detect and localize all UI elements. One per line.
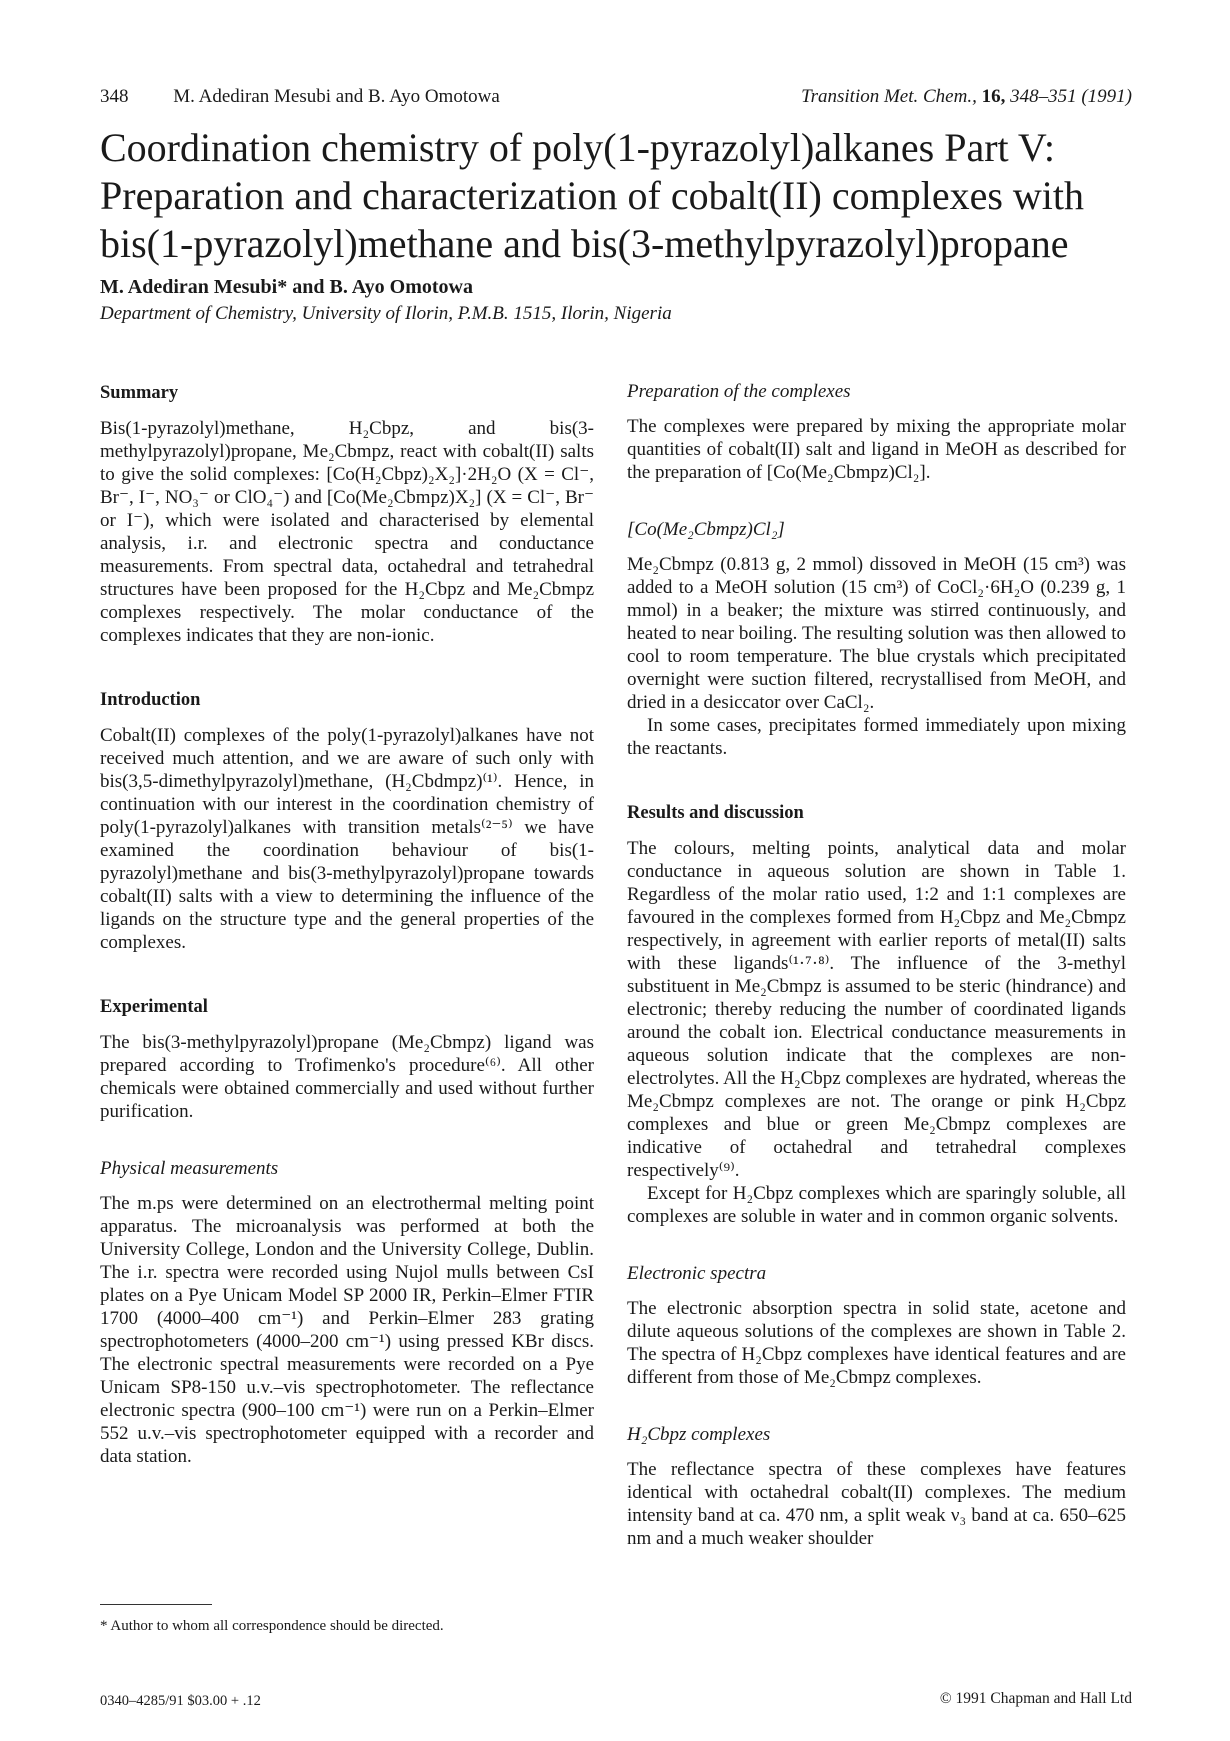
summary-heading: Summary bbox=[100, 383, 179, 403]
author-list: M. Adediran Mesubi* and B. Ayo Omotowa bbox=[100, 276, 473, 298]
experimental-heading: Experimental bbox=[100, 997, 208, 1017]
paper-title: Coordination chemistry of poly(1-pyrazolyl)alkanes Part V: Preparation and characterization of cobalt(II) complexes with bis(1-pyrazolyl)methane and bis(3-methylpyrazolyl)propane bbox=[100, 125, 1085, 266]
running-header-right bbox=[801, 86, 1132, 108]
results-text-2: Except for H₂Cbpz complexes which are sparingly soluble, all complexes are soluble in water and in common organic solvents. bbox=[627, 1183, 1126, 1227]
h2cbpz-text: The reflectance spectra of these complexes have features identical with octahedral cobalt(II) complexes. The medium intensity band at ca. 470 nm, a split weak ν₃ band at ca. 650–625 nm and a much weaker shoulder bbox=[627, 1459, 1126, 1549]
right-column bbox=[627, 380, 1126, 1550]
copyright: © 1991 Chapman and Hall Ltd bbox=[939, 1690, 1132, 1707]
journal-pages-year: 348–351 (1991) bbox=[1010, 86, 1132, 107]
journal-name: Transition Met. Chem., bbox=[801, 86, 977, 107]
footnote-rule bbox=[100, 1604, 212, 1605]
experimental-text: The bis(3-methylpyrazolyl)propane (Me₂Cbmpz) ligand was prepared according to Trofimenko's procedure⁽⁶⁾. All other chemicals were obtained commercially and used without further purification. bbox=[100, 1032, 594, 1122]
preparation-heading: Preparation of the complexes bbox=[627, 381, 851, 402]
physical-measurements-heading: Physical measurements bbox=[100, 1158, 279, 1179]
left-column bbox=[100, 382, 594, 1468]
affiliation: Department of Chemistry, University of Ilorin, P.M.B. 1515, Ilorin, Nigeria bbox=[100, 303, 672, 324]
page-number: 348 bbox=[100, 86, 129, 107]
preparation-text: The complexes were prepared by mixing the appropriate molar quantities of cobalt(II) salt and ligand in MeOH as described for the preparation of [Co(Me₂Cbmpz)Cl₂]. bbox=[627, 416, 1126, 483]
electronic-spectra-text: The electronic absorption spectra in solid state, acetone and dilute aqueous solutions of the complexes are shown in Table 2. The spectra of H₂Cbpz complexes have identical features and are different from those of Me₂Cbmpz complexes. bbox=[627, 1298, 1126, 1388]
results-heading: Results and discussion bbox=[627, 803, 804, 823]
summary-text: Bis(1-pyrazolyl)methane, H₂Cbpz, and bis(3-methylpyrazolyl)propane, Me₂Cbmpz, react with cobalt(II) salts to give the solid complexes: [Co(H₂Cbpz)₂X₂]·2H₂O (X = Cl⁻, Br⁻, I⁻, NO₃⁻ or ClO₄⁻) and [Co(Me₂Cbmpz)X₂] (X = Cl⁻, Br⁻ or I⁻), which were isolated and characterised by elemental analysis, i.r. and electronic spectra and conductance measurements. From spectral data, octahedral and tetrahedral structures have been proposed for the H₂Cbpz and Me₂Cbmpz complexes respectively. The molar conductance of the complexes indicates that they are non-ionic. bbox=[100, 418, 594, 646]
electronic-spectra-heading: Electronic spectra bbox=[627, 1263, 767, 1284]
co-complex-text-2: In some cases, precipitates formed immediately upon mixing the reactants. bbox=[627, 715, 1126, 759]
introduction-text: Cobalt(II) complexes of the poly(1-pyrazolyl)alkanes have not received much attention, and we are aware of such only with bis(3,5-dimethylpyrazolyl)methane, (H₂Cbdmpz)⁽¹⁾. Hence, in continuation with our interest in the coordination chemistry of poly(1-pyrazolyl)alkanes with transition metals⁽²⁻⁵⁾ we have examined the coordination behaviour of bis(1-pyrazolyl)methane and bis(3-methylpyrazolyl)propane towards cobalt(II) salts with a view to determining the influence of the ligands on the structure type and the general properties of the complexes. bbox=[100, 725, 594, 953]
header-authors: M. Adediran Mesubi and B. Ayo Omotowa bbox=[173, 86, 500, 107]
issn-code: 0340–4285/91 $03.00 + .12 bbox=[100, 1693, 261, 1709]
running-header-left bbox=[100, 86, 500, 108]
journal-volume: 16, bbox=[981, 86, 1006, 107]
physical-measurements-text: The m.ps were determined on an electrothermal melting point apparatus. The microanalysis was performed at both the University College, London and the University College, Dublin. The i.r. spectra were recorded using Nujol mulls between CsI plates on a Pye Unicam Model SP 2000 IR, Perkin–Elmer FTIR 1700 (4000–400 cm⁻¹) and Perkin–Elmer 283 grating spectrophotometers (4000–200 cm⁻¹) using pressed KBr discs. The electronic spectral measurements were recorded on a Pye Unicam SP8-150 u.v.–vis spectrophotometer. The reflectance electronic spectra (900–100 cm⁻¹) were run on a Perkin–Elmer 552 u.v.–vis spectrophotometer equipped with a recorder and data station. bbox=[100, 1193, 594, 1467]
introduction-heading: Introduction bbox=[100, 690, 201, 710]
footnote: * Author to whom all correspondence should be directed. bbox=[100, 1618, 444, 1634]
co-complex-heading: [Co(Me₂Cbmpz)Cl₂] bbox=[627, 519, 785, 540]
h2cbpz-heading: H₂Cbpz complexes bbox=[627, 1424, 771, 1445]
co-complex-text: Me₂Cbmpz (0.813 g, 2 mmol) dissoved in MeOH (15 cm³) was added to a MeOH solution (15 cm³) of CoCl₂·6H₂O (0.239 g, 1 mmol) in a beaker; the mixture was stirred continuously, and heated to near boiling. The resulting solution was then allowed to cool to room temperature. The blue crystals which precipitated overnight were suction filtered, recrystallised from MeOH, and dried in a desiccator over CaCl₂. bbox=[627, 554, 1126, 713]
results-text: The colours, melting points, analytical data and molar conductance in aqueous solution are shown in Table 1. Regardless of the molar ratio used, 1:2 and 1:1 complexes are favoured in the complexes formed from H₂Cbpz and Me₂Cbmpz respectively, in agreement with earlier reports of metal(II) salts with these ligands⁽¹·⁷·⁸⁾. The influence of the 3-methyl substituent in Me₂Cbmpz is assumed to be steric (hindrance) and electronic; thereby reducing the number of coordinated ligands around the cobalt ion. Electrical conductance measurements in aqueous solution indicate that the complexes are non-electrolytes. All the H₂Cbpz complexes are hydrated, whereas the Me₂Cbmpz complexes are not. The orange or pink H₂Cbpz complexes and blue or green Me₂Cbmpz complexes are indicative of octahedral and tetrahedral complexes respectively⁽⁹⁾. bbox=[627, 838, 1126, 1181]
